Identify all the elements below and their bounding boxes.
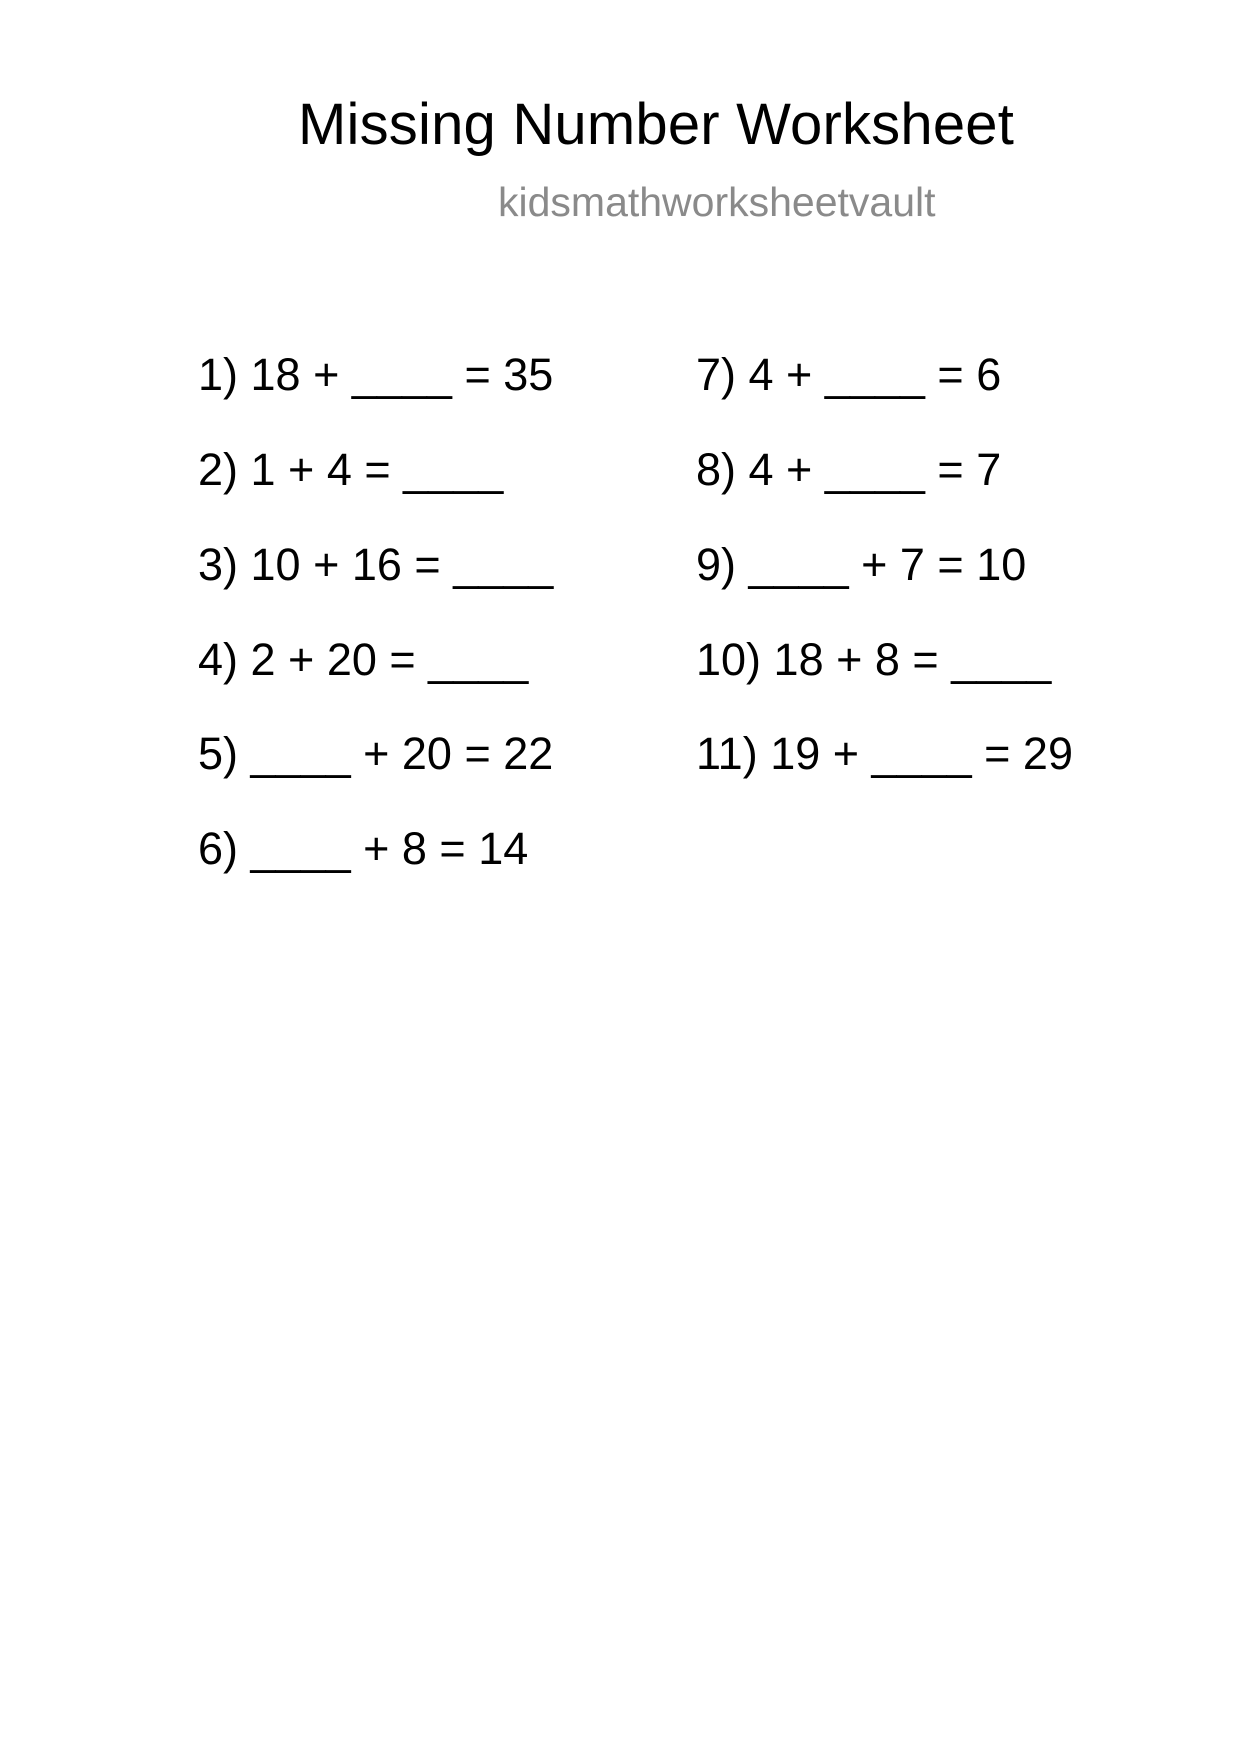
problem-5: 5) ____ + 20 = 22: [198, 728, 554, 779]
problem-6: 6) ____ + 8 = 14: [198, 823, 529, 874]
problem-11: 11) 19 + ____ = 29: [696, 728, 1073, 779]
problem-8: 8) 4 + ____ = 7: [696, 444, 1002, 495]
problem-7: 7) 4 + ____ = 6: [696, 349, 1002, 400]
problem-2: 2) 1 + 4 = ____: [198, 444, 504, 495]
problem-4: 4) 2 + 20 = ____: [198, 634, 529, 685]
problem-1: 1) 18 + ____ = 35: [198, 349, 554, 400]
worksheet-source: kidsmathworksheetvault: [498, 179, 936, 225]
problem-10: 10) 18 + 8 = ____: [696, 634, 1052, 685]
problem-3: 3) 10 + 16 = ____: [198, 539, 554, 590]
worksheet-title: Missing Number Worksheet: [298, 92, 1015, 157]
problem-9: 9) ____ + 7 = 10: [696, 539, 1027, 590]
